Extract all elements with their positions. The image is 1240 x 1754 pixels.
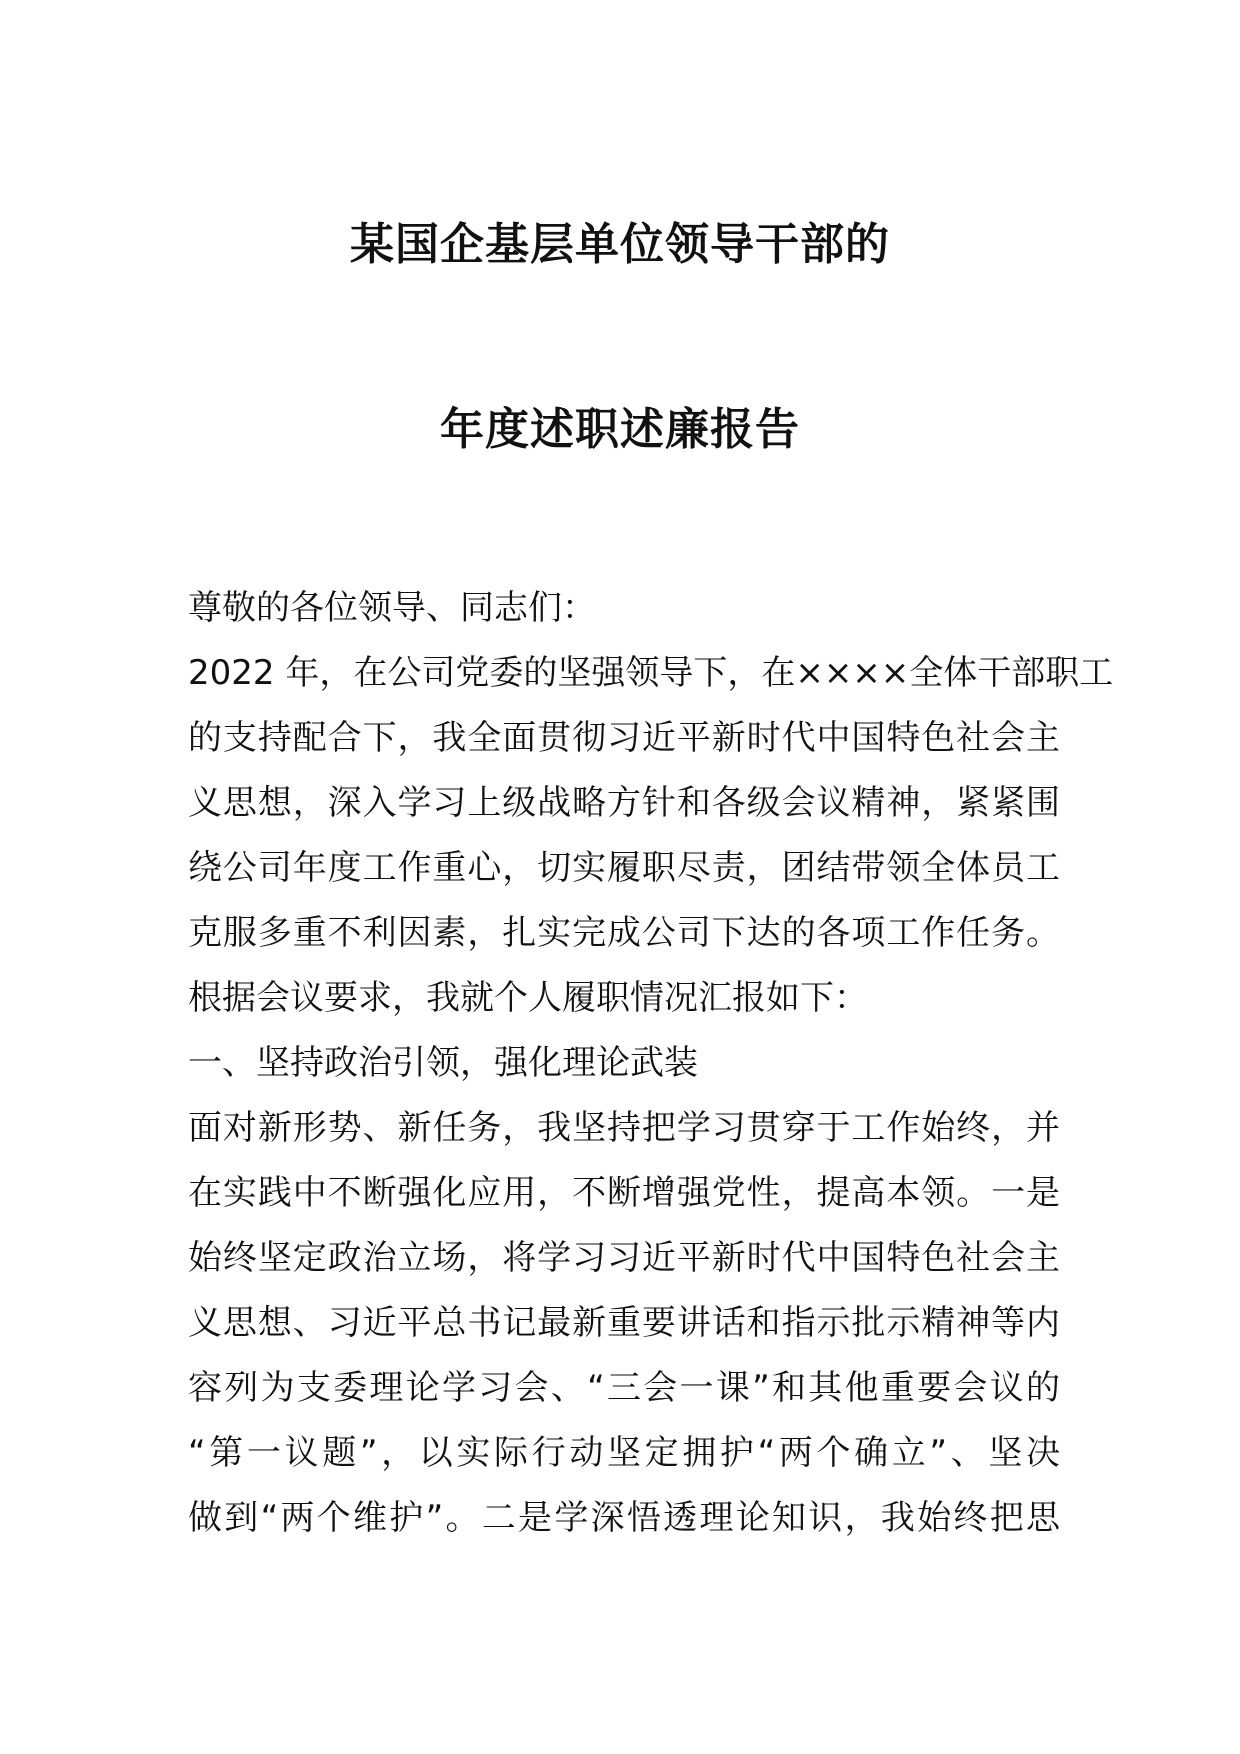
body-line: 始终坚定政治立场，将学习习近平新时代中国特色社会主 [188,1238,1060,1278]
body-line: 容列为支委理论学习会、“三会一课”和其他重要会议的 [188,1368,1060,1408]
document-title-line-2: 年度述职述廉报告 [440,404,800,455]
body-line: “第一议题”，以实际行动坚定拥护“两个确立”、坚决 [188,1433,1060,1473]
body-line: 2022 年，在公司党委的坚强领导下，在××××全体干部职工 [188,653,1114,693]
body-line: 根据会议要求，我就个人履职情况汇报如下： [188,978,868,1018]
body-line: 义思想，深入学习上级战略方针和各级会议精神，紧紧围 [188,783,1060,823]
body-line: 在实践中不断强化应用，不断增强党性，提高本领。一是 [188,1173,1060,1213]
document-body [188,576,1114,1551]
salutation: 尊敬的各位领导、同志们： [188,588,596,628]
body-line: 做到“两个维护”。二是学深悟透理论知识，我始终把思 [188,1498,1060,1538]
section-heading: 一、坚持政治引领，强化理论武装 [188,1043,698,1083]
body-line: 克服多重不利因素，扎实完成公司下达的各项工作任务。 [188,913,1060,953]
body-line: 面对新形势、新任务，我坚持把学习贯穿于工作始终，并 [188,1108,1060,1148]
body-line: 绕公司年度工作重心，切实履职尽责，团结带领全体员工 [188,848,1060,888]
body-line: 的支持配合下，我全面贯彻习近平新时代中国特色社会主 [188,718,1060,758]
body-line: 义思想、习近平总书记最新重要讲话和指示批示精神等内 [188,1303,1060,1343]
document-title-line-1: 某国企基层单位领导干部的 [350,219,890,270]
